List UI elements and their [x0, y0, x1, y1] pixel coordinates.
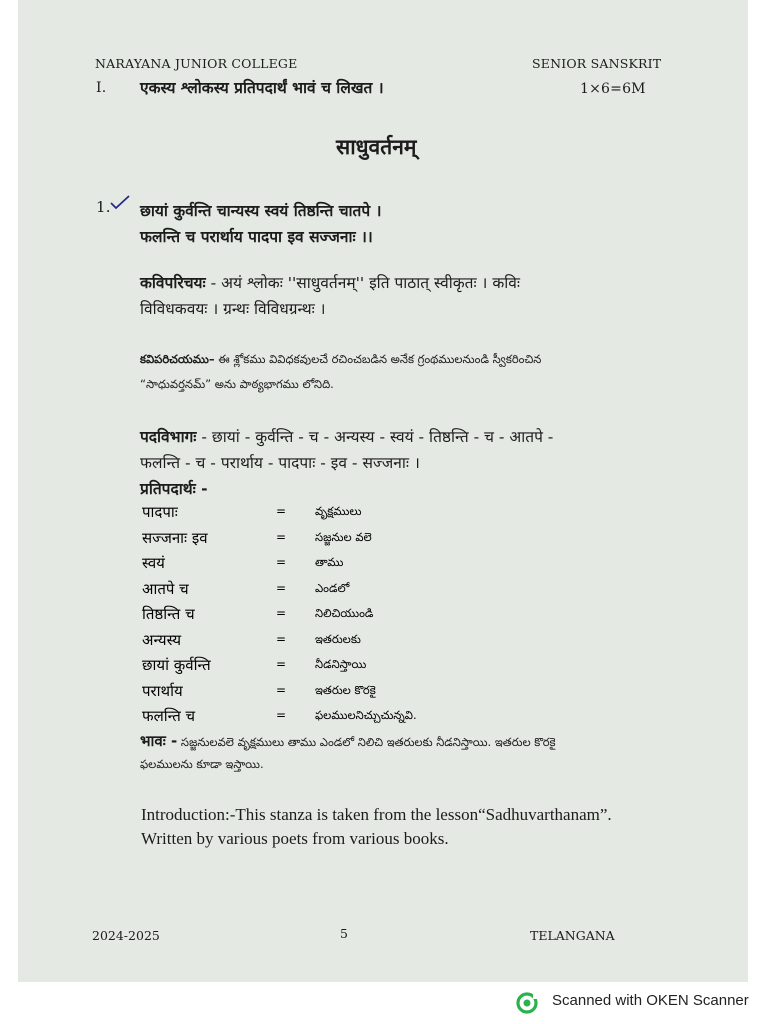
pratipadarth-word: सज्जनाः इव [142, 529, 208, 547]
equals-sign: = [276, 683, 287, 697]
pratipadarth-word: स्वयं [142, 554, 165, 572]
bhava-line-1 [140, 731, 556, 752]
equals-sign: = [276, 555, 287, 569]
pratipadarth-word: तिष्ठन्ति च [142, 605, 195, 623]
padavibhag-line-1 [140, 425, 553, 447]
padavibhag-label: पदविभागः [140, 428, 197, 446]
pratipadarth-meaning: నిలిచియుండి [315, 606, 374, 620]
pratipadarth-word: आतपे च [142, 580, 189, 598]
pratipadarth-word: पादपाः [142, 503, 178, 521]
pratipadarth-meaning: ఫలములనిచ్చుచున్నవి. [315, 708, 417, 722]
college-name: NARAYANA JUNIOR COLLEGE [95, 56, 298, 71]
sloka-line-1: छायां कुर्वन्ति चान्यस्य स्वयं तिष्ठन्ति चातपे । [140, 202, 382, 220]
padavibhag-text-1: - छायां - कुर्वन्ति - च - अन्यस्य - स्वयं - तिष्ठन्ति - च - आतपे - [196, 428, 554, 446]
pratipadarth-word: परार्थाय [142, 682, 183, 700]
footer-state: TELANGANA [530, 928, 615, 943]
lesson-title: साधुवर्तनम् [336, 135, 417, 159]
question-text: एकस्य श्लोकस्य प्रतिपदार्थं भावं च लिखत । [140, 79, 384, 97]
pratipadarth-meaning: నీడనిస్తాయి [315, 657, 367, 671]
equals-sign: = [276, 606, 287, 620]
sloka-number: 1. [96, 198, 111, 216]
telugu-intro-text-1: ఈ శ్లోకము వివిధకవులచే రచించబడిన అనేక గ్రంథములనుండి స్వీకరించిన [214, 352, 542, 366]
footer-page-number: 5 [340, 926, 348, 941]
oken-scanner-logo-icon [516, 992, 540, 1014]
scanned-page [18, 0, 748, 982]
pratipadarth-meaning: సజ్జనుల వలె [315, 530, 372, 544]
bhava-line-2: ఫలములను కూడా ఇస్తాయి. [140, 757, 264, 771]
kavi-parichay-text-1: - अयं श्लोकः ''साधुवर्तनम्'' इति पाठात् स्वीकृतः । कविः [205, 274, 520, 292]
kavi-parichay-line-2: विविधकवयः । ग्रन्थः विविधग्रन्थः । [140, 300, 326, 318]
introduction-line-2: Written by various poets from various books. [141, 829, 449, 848]
pratipadarth-meaning: ఎండలో [315, 581, 350, 595]
question-marks: 1×6=6M [580, 81, 646, 97]
pratipadarth-label: प्रतिपदार्थः - [140, 480, 208, 498]
kavi-parichay-label: कविपरिचयः [140, 274, 206, 292]
footer-year: 2024-2025 [92, 928, 160, 943]
subject-name: SENIOR SANSKRIT [532, 56, 662, 71]
pratipadarth-meaning: తాము [315, 555, 344, 569]
pratipadarth-meaning: ఇతరుల కొరకై [315, 683, 376, 697]
equals-sign: = [276, 708, 287, 722]
padavibhag-line-2: फलन्ति - च - परार्थाय - पादपाः - इव - सज्जनाः । [140, 454, 420, 472]
telugu-intro-line-1 [140, 352, 541, 369]
equals-sign: = [276, 657, 287, 671]
scanner-watermark: Scanned with OKEN Scanner [552, 992, 749, 1009]
question-number: I. [96, 80, 107, 96]
pratipadarth-word: अन्यस्य [142, 631, 182, 649]
equals-sign: = [276, 504, 287, 518]
bhava-label: भावः - [140, 732, 178, 750]
pratipadarth-meaning: వృక్షములు [315, 504, 362, 518]
sloka-line-2: फलन्ति च परार्थाय पादपा इव सज्जनाः ।। [140, 228, 373, 246]
equals-sign: = [276, 632, 287, 646]
telugu-intro-label: కవిపరిచయము– [140, 352, 215, 366]
introduction-line-1: Introduction:-This stanza is taken from the lesson“Sadhuvarthanam”. [141, 805, 612, 824]
telugu-intro-line-2: “సాధువర్తనమ్” అను పాఠ్యభాగము లోనిది. [140, 377, 334, 391]
checkmark-icon [109, 194, 131, 210]
equals-sign: = [276, 530, 287, 544]
kavi-parichay-line-1 [140, 271, 520, 293]
equals-sign: = [276, 581, 287, 595]
pratipadarth-meaning: ఇతరులకు [315, 632, 361, 646]
pratipadarth-word: छायां कुर्वन्ति [142, 656, 211, 674]
pratipadarth-word: फलन्ति च [142, 707, 196, 725]
bhava-text-1: సజ్జనులవలె వృక్షములు తాము ఎండలో నిలిచి ఇతరులకు నీడనిస్తాయి. ఇతరుల కొరకై [177, 735, 556, 749]
